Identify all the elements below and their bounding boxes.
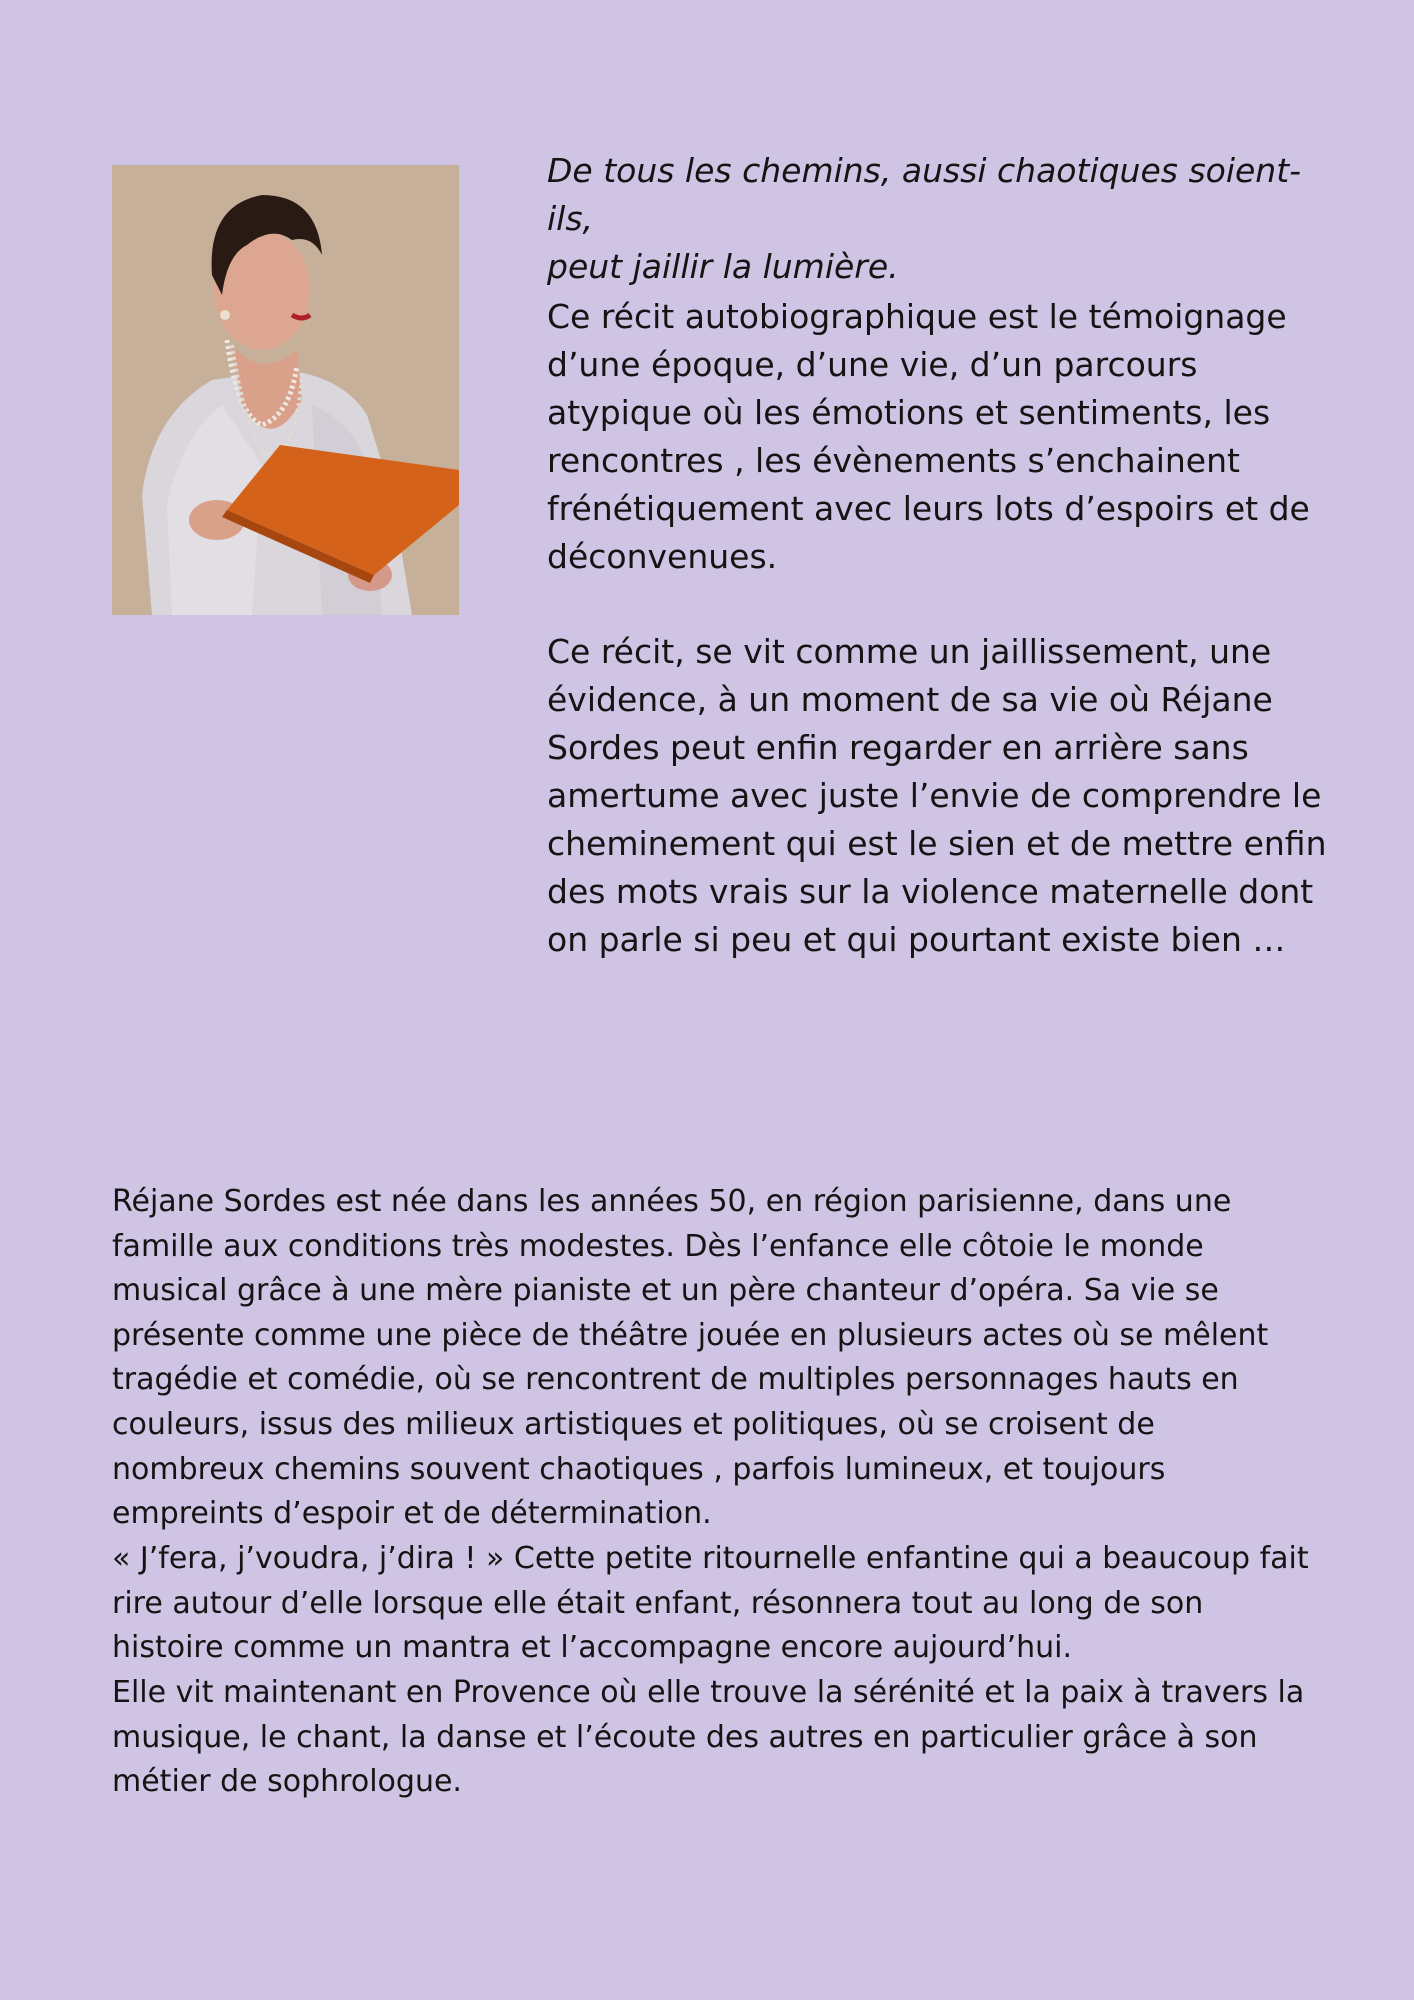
text-line: empreints d’espoir et de détermination.: [112, 1496, 712, 1532]
text-line: musical grâce à une mère pianiste et un père chanteur d’opéra. Sa vie se: [112, 1273, 1219, 1309]
text-line: histoire comme un mantra et l’accompagne encore aujourd’hui.: [112, 1630, 1073, 1666]
text-line: métier de sophrologue.: [112, 1764, 462, 1800]
epigraph-quote: [547, 147, 1347, 291]
text-line: rencontres , les évènements s’enchainent: [547, 441, 1240, 480]
quote-line: De tous les chemins, aussi chaotiques soient-ils,: [547, 151, 1302, 238]
text-line: Sordes peut enfin regarder en arrière sans: [547, 728, 1249, 767]
text-line: Ce récit, se vit comme un jaillissement, une: [547, 632, 1272, 671]
text-line: frénétiquement avec leurs lots d’espoirs et de: [547, 489, 1310, 528]
author-photo: [112, 165, 459, 615]
second-paragraph: [547, 628, 1347, 964]
text-line: des mots vrais sur la violence maternelle dont: [547, 872, 1314, 911]
text-line: couleurs, issus des milieux artistiques et politiques, où se croisent de: [112, 1406, 1155, 1442]
text-line: « J’fera, j’voudra, j’dira ! » Cette petite ritournelle enfantine qui a beaucoup fait: [112, 1541, 1309, 1576]
text-line: Ce récit autobiographique est le témoignage: [547, 297, 1287, 336]
text-line: atypique où les émotions et sentiments, les: [547, 393, 1271, 432]
bio-ritournelle-paragraph: [112, 1537, 1327, 1671]
text-line: Réjane Sordes est née dans les années 50, en région parisienne, dans une: [112, 1184, 1232, 1219]
text-line: nombreux chemins souvent chaotiques , parfois lumineux, et toujours: [112, 1451, 1166, 1487]
text-line: évidence, à un moment de sa vie où Réjane: [547, 680, 1273, 719]
bio-provence-paragraph: [112, 1671, 1327, 1805]
text-line: déconvenues.: [547, 537, 778, 576]
text-line: Elle vit maintenant en Provence où elle trouve la sérénité et la paix à travers la: [112, 1675, 1305, 1710]
text-line: d’une époque, d’une vie, d’un parcours: [547, 345, 1198, 384]
text-line: présente comme une pièce de théâtre jouée en plusieurs actes où se mêlent: [112, 1317, 1269, 1353]
text-line: musique, le chant, la danse et l’écoute des autres en particulier grâce à son: [112, 1719, 1258, 1755]
text-line: tragédie et comédie, où se rencontrent de multiples personnages hauts en: [112, 1362, 1239, 1398]
intro-paragraph: [547, 293, 1347, 581]
text-line: cheminement qui est le sien et de mettre enfin: [547, 824, 1327, 863]
text-line: famille aux conditions très modestes. Dès l’enfance elle côtoie le monde: [112, 1228, 1204, 1264]
bio-paragraph: [112, 1180, 1327, 1537]
text-line: amertume avec juste l’envie de comprendre le: [547, 776, 1322, 815]
text-line: on parle si peu et qui pourtant existe bien …: [547, 920, 1286, 959]
quote-line: peut jaillir la lumière.: [547, 247, 899, 286]
text-line: rire autour d’elle lorsque elle était enfant, résonnera tout au long de son: [112, 1585, 1204, 1621]
